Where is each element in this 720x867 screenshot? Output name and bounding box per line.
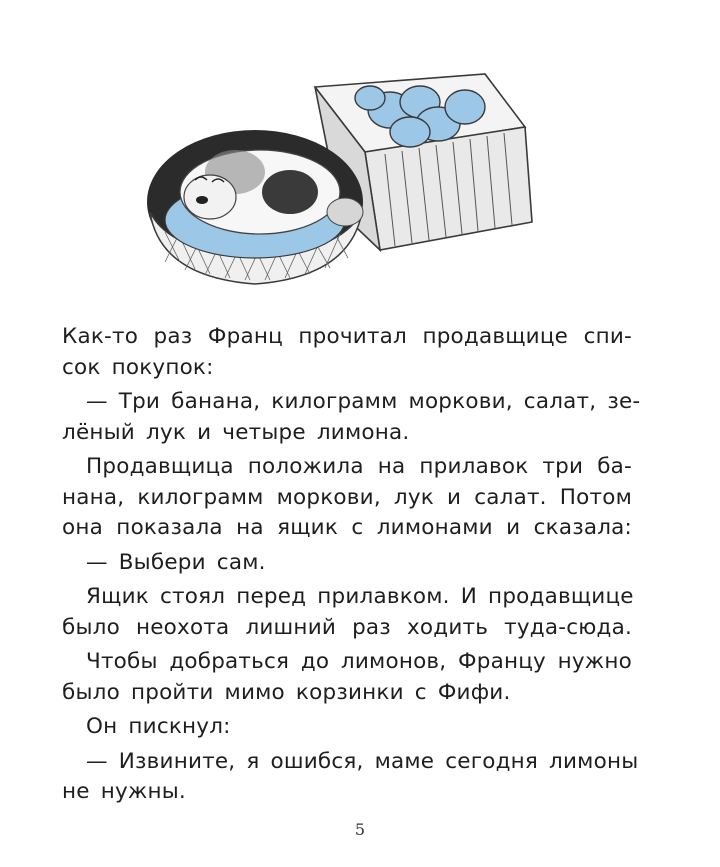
text-line: Он пискнул: <box>86 714 231 739</box>
text-line: — Извините, я ошибся, маме сегодня лимоны <box>86 748 639 774</box>
text-line: лёный лук и четыре лимона. <box>62 419 410 445</box>
text-line: Как-то раз Франц прочитал продавщице спи- <box>62 324 632 349</box>
page-number: 5 <box>354 820 366 839</box>
story-text <box>62 322 641 808</box>
text-line: Продавщица положила на прилавок три ба- <box>86 454 632 479</box>
text-line: было пройти мимо корзинки с Фифи. <box>62 679 511 705</box>
text-line: — Выбери сам. <box>86 549 266 575</box>
text-line: сок покупок: <box>62 354 214 380</box>
text-line: Чтобы добраться до лимонов, Францу нужно <box>86 649 632 674</box>
text-line: не нужны. <box>62 779 186 804</box>
text-line: она показала на ящик с лимонами и сказала: <box>62 515 632 540</box>
text-line: было неохота лишний раз ходить туда-сюда. <box>62 614 632 640</box>
text-line: — Три банана, килограмм моркови, салат, зе- <box>86 389 641 414</box>
text-line: нана, килограмм моркови, лук и салат. Потом <box>62 484 632 510</box>
illustration-dog-basket-lemons <box>140 62 540 292</box>
text-line: Ящик стоял перед прилавком. И продавщице <box>86 584 634 609</box>
